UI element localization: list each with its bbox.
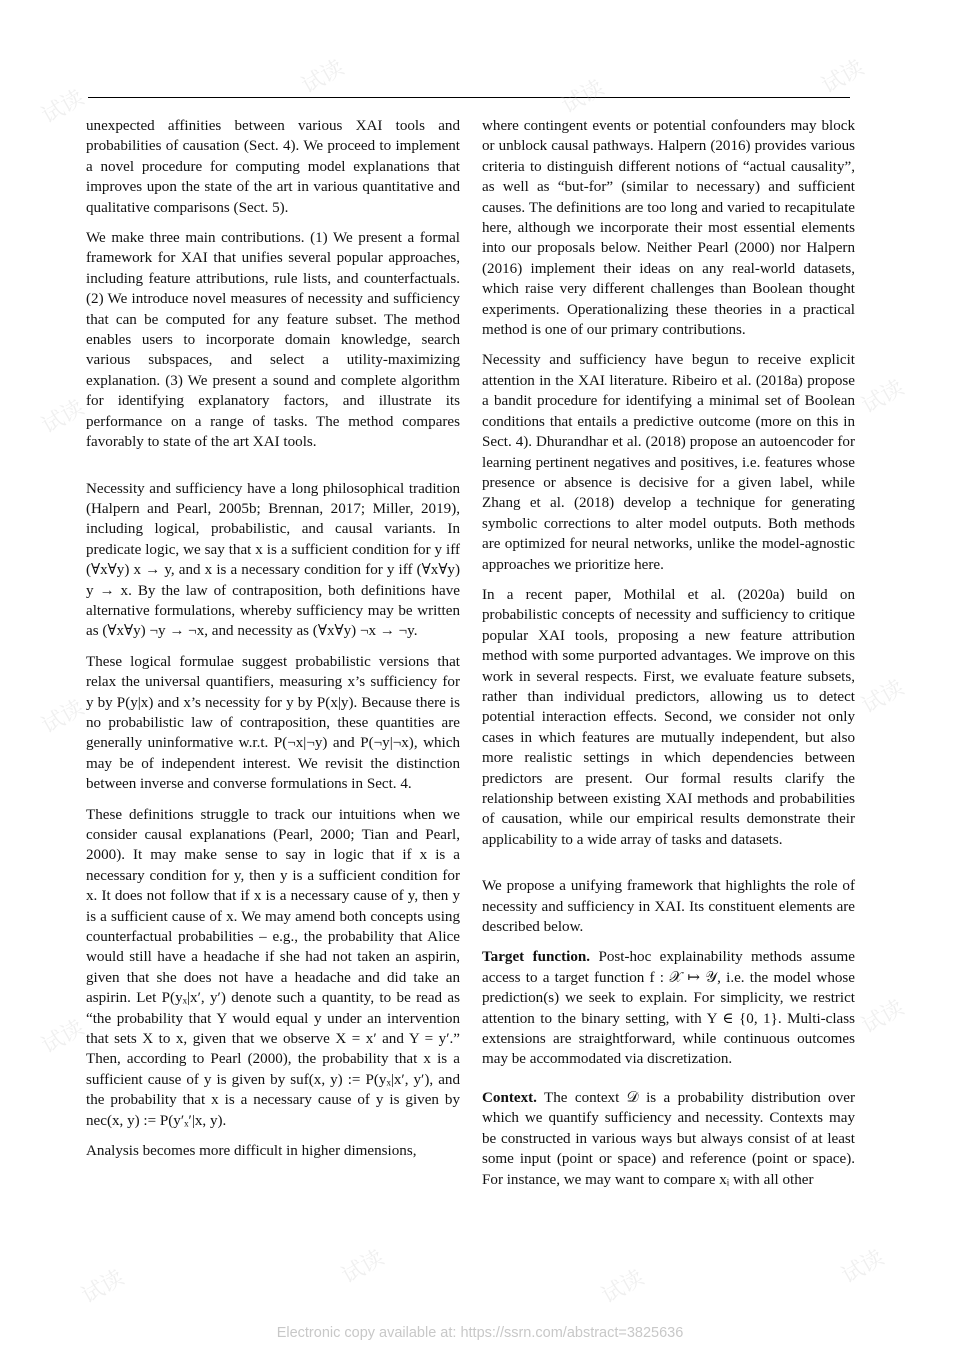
left-paragraph-4: These logical formulae suggest probabilistic versions that relax the universal quantifiers, measuring x’s sufficiency for y by P(y|x) and x’s necessity for y by P(x|y). Because there is no probabilistic law of contraposition, these quantities are generally uninformative w.r.t. P(¬x|¬y) and P(¬y|¬x), which may be of independent interest. We revisit the distinction between inverse and converse formulations in Sect. 4. [86,653,460,793]
context-text: The context 𝒟 is a probability distribution over which we quantify sufficiency and necessity. Contexts may be constructed in various ways but always consist of at least some input (point or space) and reference (point or space). For instance, we may want to compare xᵢ with all other [482,1089,855,1188]
watermark: 试读 [597,1265,649,1310]
footer-ssrn-notice[interactable]: Electronic copy available at: https://ssrn.com/abstract=3825636 [276,1325,684,1341]
right-paragraph-4: We propose a unifying framework that highlights the role of necessity and sufficiency in XAI. Its constituent elements are described below. [482,878,855,936]
left-paragraph-5: These definitions struggle to track our intuitions when we consider causal explanations (Pearl, 2000; Tian and Pearl, 2000). It may make sense to say in logic that if x is a necessary condition for y, then y is a sufficient condition for x. It does not follow that if x is a necessary cause of y, then y is a sufficient cause of x. We may amend both concepts using counterfactual probabilities – e.g., the probability that Alice would still have a headache if she had not taken an aspirin, given that she does not have a headache and did take an aspirin. Let P(yₓ|x′, y′) denote such a quantity, to be read as “the probability that Y would equal y under an intervention that sets X to x, given that we observe X = x′ and Y = y′.” Then, according to Pearl (2000), the probability that x is a sufficient cause of y is given by suf(x, y) := P(yₓ|x′, y′), and the probability that x is a necessary cause of y is given by nec(x, y) := P(y′ₓ′|x, y). [86,806,460,1129]
right-column [482,116,855,1190]
header-rule [88,97,850,98]
left-paragraph-3: Necessity and sufficiency have a long philosophical tradition (Halpern and Pearl, 2005b; Brennan, 2017; Miller, 2019), including logical, probabilistic, and causal variants. In predicate logic, we say that x is a sufficient condition for y iff (∀x∀y) x → y, and x is a necessary condition for y iff (∀x∀y) y → x. By the law of contraposition, both definitions have alternative formulations, whereby sufficiency may be written as (∀x∀y) ¬y → ¬x, and necessity as (∀x∀y) ¬x → ¬y. [86,480,460,640]
right-paragraph-6 [482,1088,855,1190]
target-function-text: Post-hoc explainability methods assume access to a target function f : 𝒳 ↦ 𝒴, i.e. the model whose prediction(s) we seek to explain. For simplicity, we restrict attention to the binary setting, with Y ∈ {0, 1}. Multi-class extensions are straightforward, while continuous outcomes may be accommodated via discretization. [482,949,855,1068]
left-paragraph-2: We make three main contributions. (1) We present a formal framework for XAI that unifies several popular approaches, including feature attributions, rule lists, and counterfactuals. (2) We introduce novel measures of necessity and sufficiency that can be computed for any feature subset. The method enables users to incorporate domain knowledge, search various subspaces, and select a utility-maximizing explanation. (3) We present a sound and complete algorithm for identifying explanatory factors, and illustrate its performance on a range of tasks. The method compares favorably to state of the art XAI tools. [86,230,460,451]
left-paragraph-1: unexpected affinities between various XAI tools and probabilities of causation (Sect. 4). We proceed to implement a novel procedure for computing model explanations that improves upon the state of the art in various quantitative and qualitative comparisons (Sect. 5). [86,118,460,216]
right-paragraph-5 [482,947,855,1069]
watermark: 试读 [77,1265,129,1310]
watermark: 试读 [37,1015,89,1060]
watermark: 试读 [37,85,89,130]
left-paragraph-6: Analysis becomes more difficult in higher dimensions, [86,1143,417,1160]
right-paragraph-3: In a recent paper, Mothilal et al. (2020a) build on probabilistic concepts of necessity and sufficiency to critique popular XAI tools, proposing a new feature attribution method with some purported advantages. We improve on this work in several respects. First, we evaluate feature subsets, rather than individual predictors, allowing us to detect potential interaction effects. Second, we consider not only cases in which features are mutually independent, but also more realistic settings in which dependencies between predictors are present. Our formal results clarify the relationship between existing XAI methods and probabilities of causation, while our empirical results demonstrate their applicability to a wide array of tasks and datasets. [482,586,855,848]
watermark: 试读 [337,1245,389,1290]
left-column [86,116,460,1162]
watermark: 试读 [817,55,869,100]
watermark: 试读 [857,375,909,420]
watermark: 试读 [857,675,909,720]
watermark: 试读 [37,395,89,440]
watermark: 试读 [37,695,89,740]
watermark: 试读 [857,995,909,1040]
right-paragraph-2: Necessity and sufficiency have begun to receive explicit attention in the XAI literature. Ribeiro et al. (2018a) propose a bandit procedure for identifying a minimal set of Boolean conditions that entails a predictive outcome (more on this in Sect. 4). Dhurandhar et al. (2018) propose an autoencoder for learning pertinent negatives and positives, i.e. features whose presence or absence is decisive for a given label, while Zhang et al. (2018) develop a technique for generating symbolic corrections to alter model outputs. Both methods are optimized for neural networks, unlike the model-agnostic approaches we prioritize here. [482,352,855,573]
target-function-heading: Target function. [482,949,591,966]
watermark: 试读 [557,75,609,120]
right-paragraph-1: where contingent events or potential confounders may block or unblock causal pathways. Halpern (2016) provides various criteria to distinguish different notions of “actual causality”, as well as “but-for” (similar to necessary) and sufficient causes. The definitions are too long and varied to recapitulate here, although we incorporate their most essential elements into our proposals below. Neither Pearl (2000) nor Halpern (2016) implement their ideas on any real-world datasets, which raise very different challenges than Boolean thought experiments. Operationalizing these theories in a practical method is one of our primary contributions. [482,118,855,339]
watermark: 试读 [297,55,349,100]
watermark: 试读 [837,1245,889,1290]
context-heading: Context. [482,1089,537,1106]
